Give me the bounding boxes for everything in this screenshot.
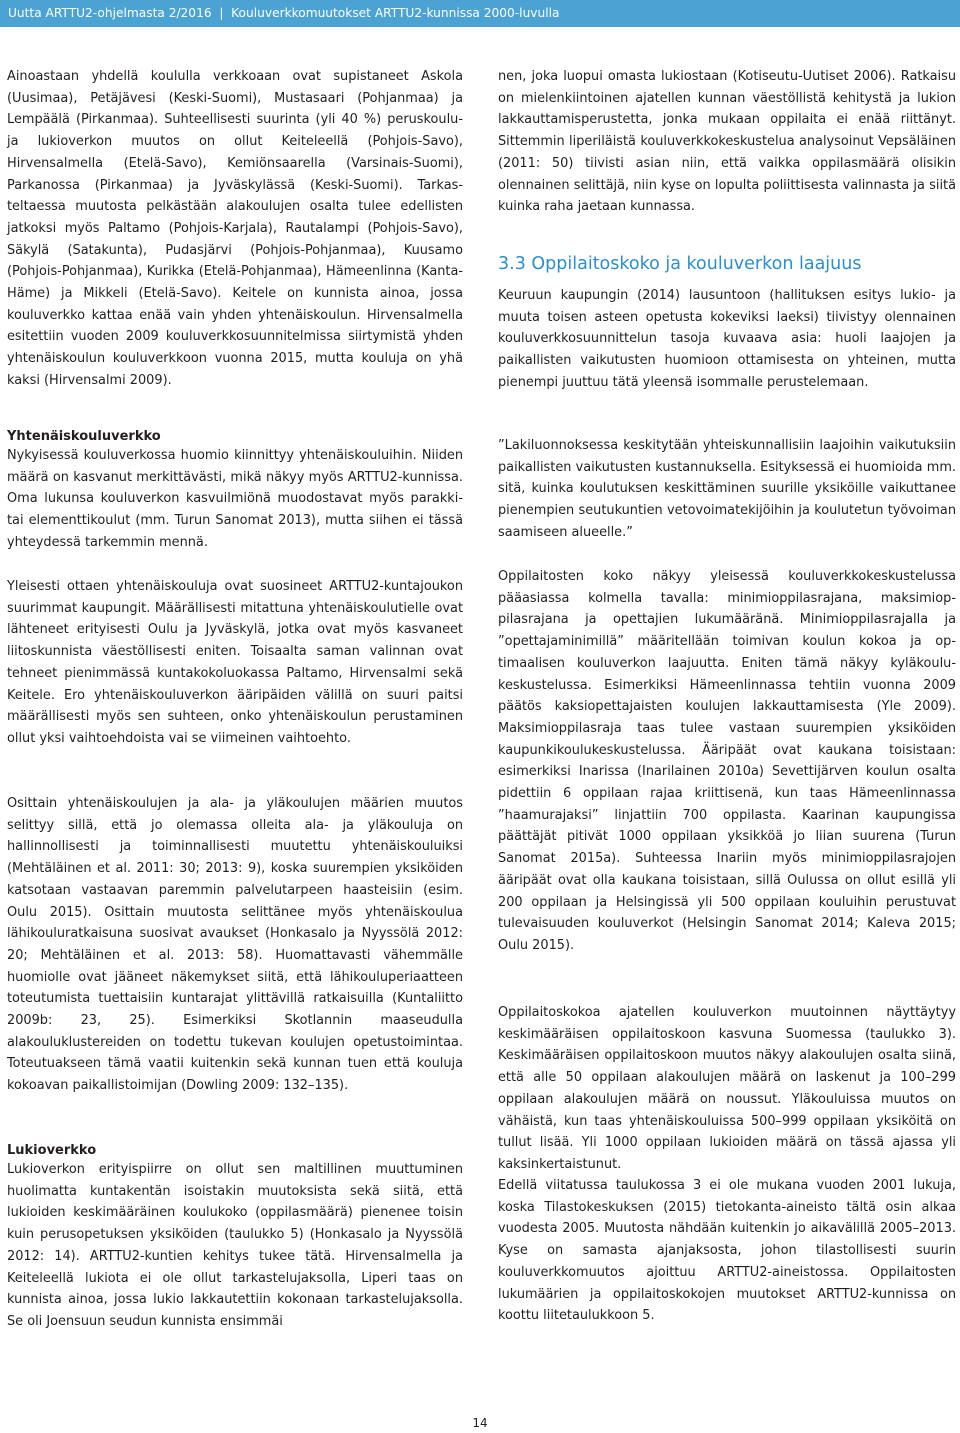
section-title: 3.3 Oppilaitoskoko ja kouluverkon laajuus	[498, 254, 862, 274]
paragraph: Yleisesti ottaen yhtenäiskouluja ovat suosineet ARTTU2-kuntajoukon suurimmat kaupungit. Määrällisesti mitattuna yhtenäiskoulutielle ovat lähteneet erityisesti Oulu ja Jyväskylä, jotka ovat myös kasvaneet liitoskunnista väestöllisesti eniten. Toisaalta saman valinnan ovat tehneet pienimmässä kuntakokoluokassa Paltamo, Hirvensalmi sekä Keitele. Ero yhtenäiskouluverkon ääripäiden välillä on suuri paitsi määrällisesti myös sen suhteen, onko yhtenäiskoulun perustaminen ollut yksi vaihtoehdoista vai se viimeinen vaihtoehto.	[7, 579, 463, 746]
paragraph: nen, joka luopui omasta lukiostaan (Kotiseutu-Uutiset 2006). Ratkaisu on mielenkiintoinen ajatellen kunnan väestöllistä kehitystä ja lukion lakkauttamisperustetta, jonka mukaan oppilaita ei enää riittänyt. Sittemmin liperiläistä kouluverkkokeskustelua analysoinut Vepsäläinen (2011: 50) tiivisti asian niin, että vaikka oppilasmäärä olisikin olennainen selittäjä, niin kyse on lopulta poliittisesta valinnasta ja siitä kuinka raha jaetaan kunnassa.	[498, 69, 956, 215]
running-header: Uutta ARTTU2-ohjelmasta 2/2016 | Kouluverkkomuutokset ARTTU2-kunnissa 2000-luvulla	[0, 0, 960, 27]
paragraph: Lukioverkon erityispiirre on ollut sen maltillinen muuttuminen huolimatta kuntakentän isoistakin muutoksista sekä siitä, että lukioiden keskimääräinen koulukoko (oppilasmäärä) pienenee toisin kuin perusopetuksen yksiköiden (taulukko 5) (Honkasalo ja Nyyssölä 2012: 14). ARTTU2-kuntien kehitys tukee tätä. Hirvensalmella ja Keiteleellä lukiota ei ole ollut tarkastelujaksolla, Liperi taas on kunnista ainoa, jossa lukio lakkautettiin kokonaan tarkastelujaksolla. Se oli Joensuun seudun kunnista ensimmäi	[7, 1162, 463, 1329]
paragraph: Nykyisessä kouluverkossa huomio kiinnittyy yhtenäiskouluihin. Niiden määrä on kasvanut merkittävästi, mikä näkyy myös ARTTU2-kunnissa. Oma lukunsa kouluverkon kasvuilmiönä muodostavat myös parakki- tai elementtikoulut (mm. Turun Sanomat 2013), mutta siihen ei tässä yhteydessä tarkemmin mennä.	[7, 448, 463, 550]
paragraph: Keuruun kaupungin (2014) lausuntoon (hallituksen esitys lukio- ja muuta toisen asteen opetusta kokeviksi laeksi) tiivistyy olennainen kouluverkkosuunnittelun tasoja kuvaava asia: huoli laajojen ja paikallisten vaikutusten huomioon ottamisesta on yhteinen, mutta pienempi juuttuu tätä yleensä isommalle perustelemaan.	[498, 288, 956, 390]
paragraph: Oppilaitoskokoa ajatellen kouluverkon muutoinnen näyttäytyy keskimääräisen oppilaitoskoon kasvuna Suomessa (taulukko 3). Keskimääräisen oppilaitoskoon muutos näkyy alakoulujen osalta siinä, että alle 50 oppilaan alakoulujen määrä on laskenut ja 100–299 oppilaan alakoulujen määrä on noussut. Yläkouluissa muutos on vähäistä, kun taas yhtenäiskouluissa 500–999 oppilaan yksiköitä on tullut lisää. Yli 1000 oppilaan lukioiden määrä on tässä ajassa yli kaksinkertaistunut.	[498, 1005, 956, 1172]
paragraph: Oppilaitosten koko näkyy yleisessä kouluverkkokeskustelussa pääasiassa kolmella tavalla: minimioppilasrajana, maksimioppilasrajana ja opettajien lukumääränä. Minimioppilasrajalla ja ”opettajaminimillä” määritellään toimivan koulun kokoa ja optimaalisen kouluverkon laajuutta. Eniten tämä näkyy kyläkoulukeskustelussa. Esimerkiksi Hämeenlinnassa tehtiin vuonna 2009 päätös kaksiopettajaisten koulujen lakkauttamisesta (Yle 2009). Maksimioppilasraja taas tulee vastaan suurempien yksiköiden kaupunkikoulukeskustelussa. Ääripäät ovat kaukana toisistaan: esimerkiksi Inarissa (Inarilainen 2010a) Sevettijärven koulun osalta pidettiin 6 oppilaan rajaa kriittisenä, kun taas Hämeenlinnassa ”haamurajaksi” linjattiin 700 oppilasta. Kaarinan kaupungissa päättäjät pitivät 1000 oppilaan yksikköä jo liian suurena (Turun Sanomat 2015a). Suhteessa Inariin myös minimioppilasrajojen ääripäät ovat olla kaukana toisistaan, sillä Oulussa on ollut esillä yli 200 oppilaan ja Helsingissä yli 500 oppilaan kouluihin perustuvat tulevaisuuden kouluverkot (Helsingin Sanomat 2014; Kaleva 2015; Oulu 2015).	[498, 569, 956, 953]
paragraph: Osittain yhtenäiskoulujen ja ala- ja yläkoulujen määrien muutos selittyy sillä, että jo olemassa olleita ala- ja yläkouluja on hallinnollisesti ja toiminnallisesti muutettu yhtenäiskouluiksi (Mehtäläinen et al. 2011: 30; 2013: 9), koska suurempien yksiköiden katsotaan vastaavan paremmin palvelutarpeen haasteisiin (esim. Oulu 2015). Osittain muutosta selittänee myös yhtenäiskoulua lähikouluratkaisuna suosivat avaukset (Honkasalo ja Nyyssölä 2012: 20; Mehtäläinen et al. 2013: 58). Huomattavasti vähemmälle huomiolle ovat jääneet näkemykset siitä, että lähikouluperiaatteen toteutumista tuettaisiin kuntarajat ylittävillä ratkaisuilla (Kuntaliitto 2009b: 23, 25). Esimerkiksi Skotlannin maaseudulla alakouluklustereiden on todettu tukevan koulujen opetustoimintaa. Toteutuakseen tämä vaatii kuitenkin sekä kunnan tuen että kouluja kokoavan paikallistoimijan (Dowling 2009: 132–135).	[7, 796, 463, 1094]
paragraph: Ainoastaan yhdellä koululla verkkoaan ovat supistaneet Askola (Uusimaa), Petäjävesi (Keski-Suomi), Mustasaari (Pohjanmaa) ja Lempäälä (Pirkanmaa). Suhteellisesti suurinta (yli 40 %) peruskoulu- ja lukioverkon muutos on ollut Keiteleellä (Pohjois-Savo), Hirvensalmella (Etelä-Savo), Kemiönsaarella (Varsinais-Suomi), Parkanossa (Pirkanmaa) ja Jyväskylässä (Keski-Suomi). Tarkasteltaessa muutosta pelkästään alakoulujen osalta tulee edellisten jatkoksi myös Paltamo (Pohjois-Karjala), Rautalampi (Pohjois-Savo), Säkylä (Satakunta), Pudasjärvi (Pohjois-Pohjanmaa), Kuusamo (Pohjois-Pohjanmaa), Kurikka (Etelä-Pohjanmaa), Hämeenlinna (Kanta-Häme) ja Mikkeli (Etelä-Savo). Keitele on kunnista ainoa, jossa kouluverkko kattaa enää vain yhden yhtenäiskoulun. Hirvensalmella esitettiin vuoden 2009 kouluverkkosuunnitelmissa siirtymistä yhden yhtenäiskoulun kouluverkkoon vuonna 2015, mutta kouluja on yhä kaksi (Hirvensalmi 2009).	[7, 69, 463, 388]
page-number: 14	[472, 1416, 488, 1430]
heading-yhtenaiskouluverkko: Yhtenäiskouluverkko	[7, 429, 161, 444]
block-quote: ”Lakiluonnoksessa keskitytään yhteiskunnallisiin laajoihin vaikutuksiin paikallisten vaikutusten kustannuksella. Esityksessä ei huomioida mm. sitä, kuinka koulutuksen keskittäminen suurille yksiköille vaikuttanee pienempien seutukuntien vetovoimatekijöihin ja koulutetun työvoiman saamiseen alueelle.”	[498, 438, 956, 540]
heading-lukioverkko: Lukioverkko	[7, 1143, 97, 1158]
paragraph: Edellä viitatussa taulukossa 3 ei ole mukana vuoden 2001 lukuja, koska Tilastokeskuksen (2015) tietokanta-aineisto tältä osin alkaa vuodesta 2005. Muutosta nähdään kuitenkin jo aikavälillä 2005–2013. Kyse on samasta ajanjaksosta, johon tilastollisesti suurin kouluverkkomuutos ajoittuu ARTTU2-aineistossa. Oppilaitosten lukumäärien ja oppilaitoskokojen muutokset ARTTU2-kunnissa on koottu liitetaulukkoon 5.	[498, 1178, 956, 1324]
